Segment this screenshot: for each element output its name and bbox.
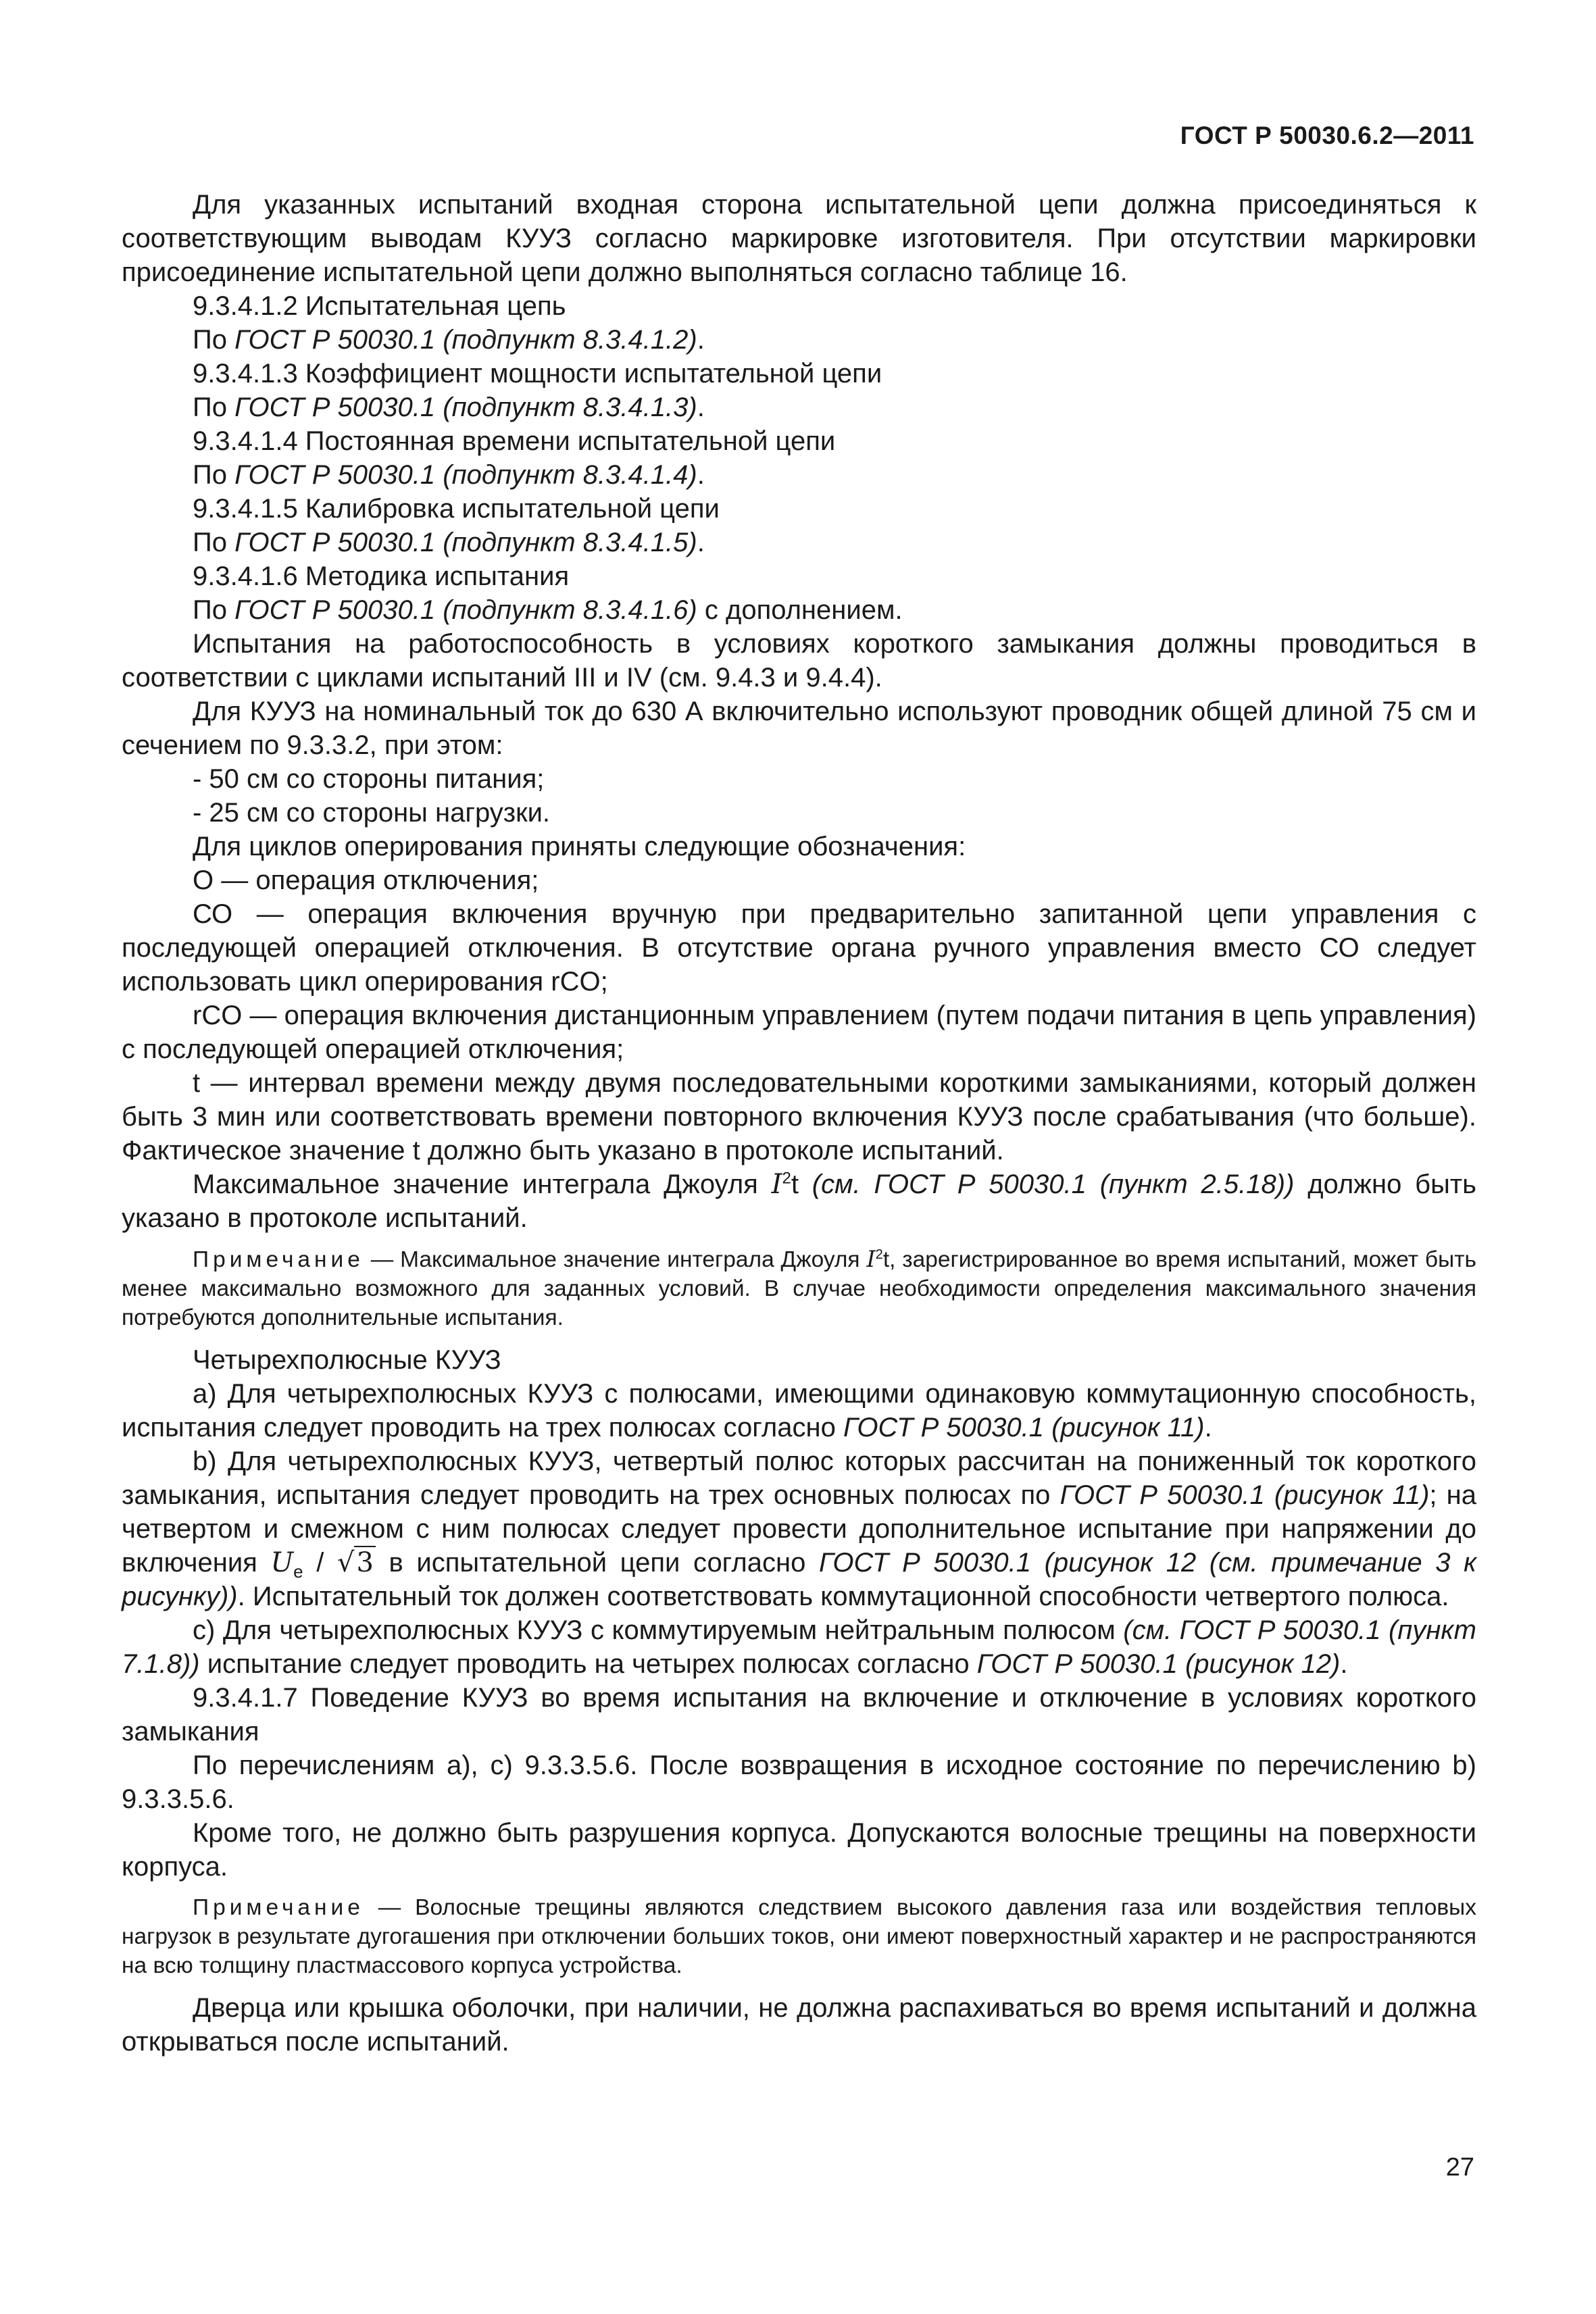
section-heading-9341-6: 9.3.4.1.6 Методика испытания [193,561,570,591]
standard-reference: (см. ГОСТ Р 50030.1 (пункт 2.5.18)) [812,1169,1295,1199]
definition-o: О — операция отключения; [193,865,539,895]
section-ref-9341-5: По ГОСТ Р 50030.1 (подпункт 8.3.4.1.5). [193,528,705,557]
tests-paragraph: Испытания на работоспособность в условиях короткого замыкания должны проводиться в соответствии с циклами испытаний III и IV (см. 9.4.3 и 9.4.4). [122,629,1476,693]
standard-reference: ГОСТ Р 50030.1 (подпункт 8.3.4.1.5) [234,528,697,557]
housing-paragraph: Кроме того, не должно быть разрушения корпуса. Допускаются волосные трещины на поверхности корпуса. [122,1818,1476,1882]
note-label: Примечание [193,1895,364,1920]
joule-integral-paragraph: Максимальное значение интеграла Джоуля $I^2t$ (см. ГОСТ Р 50030.1 (пункт 2.5.18)) должно быть указано в протоколе испытаний. [122,1169,1476,1233]
enumeration-paragraph: По перечислениям а), с) 9.3.3.5.6. После возвращения в исходное состояние по перечислению b) 9.3.3.5.6. [122,1751,1476,1814]
section-ref-9341-6: По ГОСТ Р 50030.1 (подпункт 8.3.4.1.6) с дополнением. [193,595,903,625]
standard-reference: ГОСТ Р 50030.1 (рисунок 12) [976,1649,1341,1679]
standard-reference: ГОСТ Р 50030.1 (подпункт 8.3.4.1.2) [234,325,697,355]
joule-symbol: I [771,1169,782,1200]
standard-reference: ГОСТ Р 50030.1 (подпункт 8.3.4.1.6) [234,595,697,625]
definition-t: t — интервал времени между двумя последовательными короткими замыканиями, который должен быть 3 мин или соответствовать времени повторного включения КУУЗ после срабатывания (что больше). Фактическое значение t должно быть указано в протоколе испытаний. [122,1068,1476,1165]
section-heading-9341-7: 9.3.4.1.7 Поведение КУУЗ во время испытания на включение и отключение в условиях короткого замыкания [122,1683,1476,1746]
section-heading-9341-2: 9.3.4.1.2 Испытательная цепь [193,291,566,321]
standard-reference: ГОСТ Р 50030.1 (рисунок 11) [1059,1480,1430,1510]
definition-co: СО — операция включения вручную при предварительно запитанной цепи управления с последующей операцией отключения. В отсутствие органа ручного управления вместо СО следует использовать цикл оперирования rCO; [122,899,1476,997]
document-header: ГОСТ Р 50030.6.2—2011 [1180,122,1474,149]
note-cracks: Примечание — Волосные трещины являются следствием высокого давления газа или воздействия тепловых нагрузок в результате дугогашения при отключении больших токов, они имеют поверхностный характер и не распространяются на всю толщину пластмассового корпуса устройства. [122,1895,1476,1978]
page-number: 27 [1445,2153,1474,2182]
cycles-intro: Для циклов оперирования приняты следующие обозначения: [193,832,966,861]
standard-reference: (см. ГОСТ Р 50030.1 (пункт 7.1.8)) [122,1615,1476,1679]
note-label: Примечание [193,1247,364,1272]
section-ref-9341-4: По ГОСТ Р 50030.1 (подпункт 8.3.4.1.4). [193,460,705,490]
list-item: - 50 см со стороны питания; [193,764,545,794]
conductor-paragraph: Для КУУЗ на номинальный ток до 630 А включительно используют проводник общей длиной 75 см и сечением по 9.3.3.2, при этом: [122,697,1476,760]
section-ref-9341-3: По ГОСТ Р 50030.1 (подпункт 8.3.4.1.3). [193,393,705,422]
section-heading-9341-4: 9.3.4.1.4 Постоянная времени испытательной цепи [193,426,836,456]
standard-reference: ГОСТ Р 50030.1 (рисунок 11) [843,1413,1205,1442]
list-item: - 25 см со стороны нагрузки. [193,798,551,828]
standard-reference: ГОСТ Р 50030.1 (подпункт 8.3.4.1.3) [234,393,697,422]
four-pole-heading: Четырехполюсные КУУЗ [193,1345,501,1375]
voltage-symbol: U [270,1547,294,1578]
section-heading-9341-5: 9.3.4.1.5 Калибровка испытательной цепи [193,494,720,524]
item-c: с) Для четырехполюсных КУУЗ с коммутируемым нейтральным полюсом (см. ГОСТ Р 50030.1 (пункт 7.1.8)) испытание следует проводить на четырех полюсах согласно ГОСТ Р 50030.1 (рисунок 12). [122,1615,1476,1679]
section-ref-9341-2: По ГОСТ Р 50030.1 (подпункт 8.3.4.1.2). [193,325,705,355]
standard-reference: ГОСТ Р 50030.1 (рисунок 12 (см. примечание 3 к рисунку)) [122,1548,1477,1611]
note-joule: Примечание — Максимальное значение интеграла Джоуля $I^2t$, зарегистрированное во время испытаний, может быть менее максимально возможного для заданных условий. В случае необходимости определения максимального значения потребуются дополнительные испытания. [122,1246,1476,1330]
door-paragraph: Дверца или крышка оболочки, при наличии, не должна распахиваться во время испытаний и должна открываться после испытаний. [122,1993,1476,2057]
document-body [122,188,1476,2059]
intro-paragraph: Для указанных испытаний входная сторона испытательной цепи должна присоединяться к соответствующим выводам КУУЗ согласно маркировке изготовителя. При отсутствии маркировки присоединение испытательной цепи должно выполняться согласно таблице 16. [122,190,1476,287]
item-b: b) Для четырехполюсных КУУЗ, четвертый полюс которых рассчитан на пониженный ток короткого замыкания, испытания следует проводить на трех основных полюсах по ГОСТ Р 50030.1 (рисунок 11); на четвертом и смежном с ним полюсах следует провести дополнительное испытание при напряжении до включения $U_e / √3$ в испытательной цепи согласно ГОСТ Р 50030.1 (рисунок 12 (см. примечание 3 к рисунку)). Испытательный ток должен соответствовать коммутационной способности четвертого полюса. [122,1447,1477,1611]
item-a: а) Для четырехполюсных КУУЗ с полюсами, имеющими одинаковую коммутационную способность, испытания следует проводить на трех полюсах согласно ГОСТ Р 50030.1 (рисунок 11). [122,1379,1476,1442]
definition-rco: rCO — операция включения дистанционным управлением (путем подачи питания в цепь управления) с последующей операцией отключения; [122,1001,1476,1064]
section-heading-9341-3: 9.3.4.1.3 Коэффициент мощности испытательной цепи [193,359,882,388]
standard-reference: ГОСТ Р 50030.1 (подпункт 8.3.4.1.4) [234,460,697,490]
sqrt-symbol: √3 [337,1546,376,1578]
